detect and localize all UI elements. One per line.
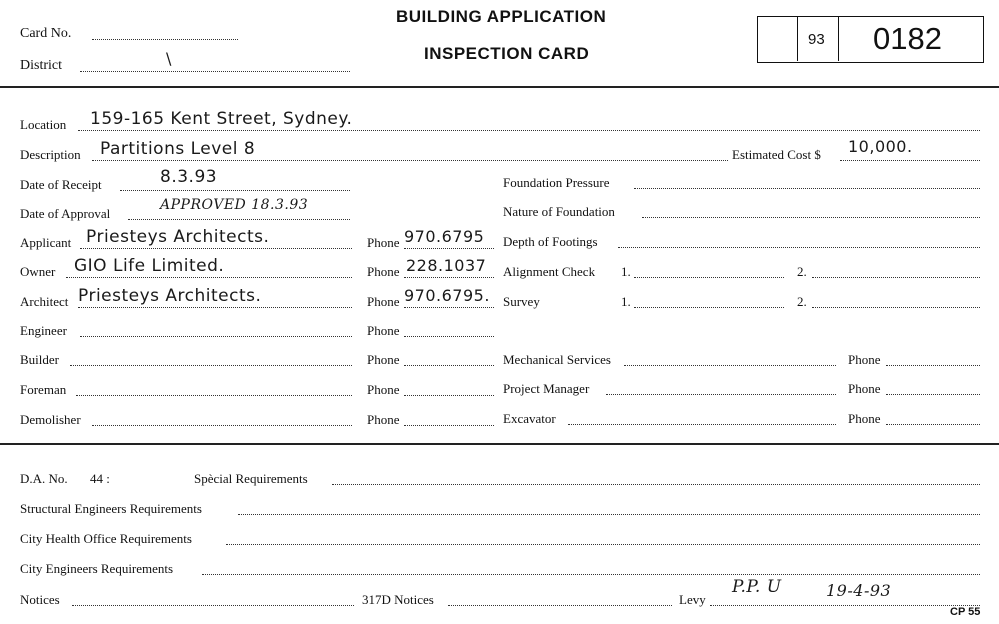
excavator-field[interactable] — [568, 424, 836, 425]
alignment-check-label: Alignment Check — [503, 264, 596, 279]
applicant-label: Applicant — [20, 235, 72, 250]
survey-label: Survey — [503, 294, 540, 309]
mechanical-label: Mechanical Services — [503, 352, 611, 367]
health-requirements-label: City Health Office Requirements — [20, 531, 192, 546]
demolisher-phone-label: Phone — [367, 412, 400, 427]
date-receipt-value: 8.3.93 — [160, 167, 218, 187]
builder-phone-label: Phone — [367, 352, 400, 367]
date-approval-field[interactable] — [128, 219, 350, 220]
excavator-phone-field[interactable] — [886, 424, 980, 425]
applicant-phone-field[interactable] — [404, 248, 494, 249]
engineer-label: Engineer — [20, 323, 67, 338]
special-requirements-field[interactable] — [332, 484, 980, 485]
architect-value: Priesteys Architects. — [78, 286, 262, 306]
depth-footings-field[interactable] — [618, 247, 980, 248]
project-manager-label: Project Manager — [503, 381, 590, 396]
mechanical-field[interactable] — [624, 365, 836, 366]
foreman-field[interactable] — [76, 395, 352, 396]
excavator-phone-label: Phone — [848, 411, 881, 426]
notices-field[interactable] — [72, 605, 354, 606]
title-line-1: BUILDING APPLICATION — [396, 7, 607, 26]
survey-num-1: 1. — [621, 294, 631, 309]
survey-num-2: 2. — [797, 294, 807, 309]
description-value: Partitions Level 8 — [100, 139, 256, 159]
district-label: District — [20, 58, 62, 73]
nature-foundation-label: Nature of Foundation — [503, 204, 615, 219]
architect-label: Architect — [20, 294, 69, 309]
location-label: Location — [20, 117, 67, 132]
mechanical-phone-label: Phone — [848, 352, 881, 367]
demolisher-field[interactable] — [92, 425, 352, 426]
foreman-label: Foreman — [20, 382, 67, 397]
levy-field[interactable] — [710, 605, 980, 606]
levy-date: 19-4-93 — [826, 581, 892, 600]
card-number-box — [757, 16, 984, 63]
alignment-check-field-1[interactable] — [634, 277, 784, 278]
health-requirements-field[interactable] — [226, 544, 980, 545]
project-manager-phone-label: Phone — [848, 381, 881, 396]
engineer-phone-field[interactable] — [404, 336, 494, 337]
nature-foundation-field[interactable] — [642, 217, 980, 218]
card-no-label: Card No. — [20, 26, 72, 41]
foundation-pressure-label: Foundation Pressure — [503, 175, 610, 190]
alignment-check-num-2: 2. — [797, 264, 807, 279]
date-receipt-label: Date of Receipt — [20, 177, 102, 192]
da-no-label: D.A. No. — [20, 471, 68, 486]
description-label: Description — [20, 147, 81, 162]
owner-field[interactable] — [66, 277, 352, 278]
card-no-field[interactable] — [92, 39, 238, 40]
location-field[interactable] — [78, 130, 980, 131]
structural-requirements-label: Structural Engineers Requirements — [20, 501, 202, 516]
district-field[interactable] — [80, 71, 350, 72]
alignment-check-num-1: 1. — [621, 264, 631, 279]
foreman-phone-label: Phone — [367, 382, 400, 397]
applicant-phone-value: 970.6795 — [404, 227, 485, 246]
owner-phone-field[interactable] — [404, 277, 494, 278]
architect-field[interactable] — [78, 307, 352, 308]
architect-phone-value: 970.6795. — [404, 286, 490, 305]
applicant-field[interactable] — [80, 248, 352, 249]
da-no-value: 44 : — [90, 471, 110, 486]
excavator-label: Excavator — [503, 411, 556, 426]
mechanical-phone-field[interactable] — [886, 365, 980, 366]
structural-requirements-field[interactable] — [238, 514, 980, 515]
levy-label: Levy — [679, 592, 706, 607]
demolisher-label: Demolisher — [20, 412, 81, 427]
title-line-2: INSPECTION CARD — [424, 44, 590, 63]
owner-phone-value: 228.1037 — [406, 256, 487, 275]
section-rule — [0, 443, 999, 445]
owner-label: Owner — [20, 264, 56, 279]
estimated-cost-field[interactable] — [840, 160, 980, 161]
project-manager-field[interactable] — [606, 394, 836, 395]
form-code: CP 55 — [950, 606, 981, 618]
architect-phone-label: Phone — [367, 294, 400, 309]
city-engineers-requirements-field[interactable] — [202, 574, 980, 575]
description-field[interactable] — [92, 160, 728, 161]
header-rule — [0, 86, 999, 88]
foreman-phone-field[interactable] — [404, 395, 494, 396]
date-approval-value: APPROVED 18.3.93 — [160, 197, 309, 213]
district-value: \ — [166, 49, 172, 68]
survey-field-1[interactable] — [634, 307, 784, 308]
location-value: 159-165 Kent Street, Sydney. — [90, 109, 353, 129]
builder-phone-field[interactable] — [404, 365, 494, 366]
project-manager-phone-field[interactable] — [886, 394, 980, 395]
notices-317d-field[interactable] — [448, 605, 672, 606]
builder-label: Builder — [20, 352, 59, 367]
foundation-pressure-field[interactable] — [634, 188, 980, 189]
owner-phone-label: Phone — [367, 264, 400, 279]
date-approval-label: Date of Approval — [20, 206, 111, 221]
city-engineers-requirements-label: City Engineers Requirements — [20, 561, 174, 576]
levy-value: P.P. U — [732, 577, 782, 597]
estimated-cost-value: 10,000. — [848, 137, 913, 156]
alignment-check-field-2[interactable] — [812, 277, 980, 278]
notices-317d-label: 317D Notices — [362, 592, 434, 607]
owner-value: GIO Life Limited. — [74, 256, 225, 276]
survey-field-2[interactable] — [812, 307, 980, 308]
engineer-phone-label: Phone — [367, 323, 400, 338]
special-requirements-label: Spècial Requirements — [194, 471, 308, 486]
card-number: 0182 — [873, 21, 942, 56]
demolisher-phone-field[interactable] — [404, 425, 494, 426]
engineer-field[interactable] — [80, 336, 352, 337]
card-number-prefix: 93 — [808, 31, 825, 48]
applicant-value: Priesteys Architects. — [86, 227, 270, 247]
estimated-cost-label: Estimated Cost $ — [732, 147, 821, 162]
date-receipt-field[interactable] — [120, 190, 350, 191]
notices-label: Notices — [20, 592, 60, 607]
architect-phone-field[interactable] — [404, 307, 494, 308]
depth-footings-label: Depth of Footings — [503, 234, 598, 249]
builder-field[interactable] — [70, 365, 352, 366]
applicant-phone-label: Phone — [367, 235, 400, 250]
